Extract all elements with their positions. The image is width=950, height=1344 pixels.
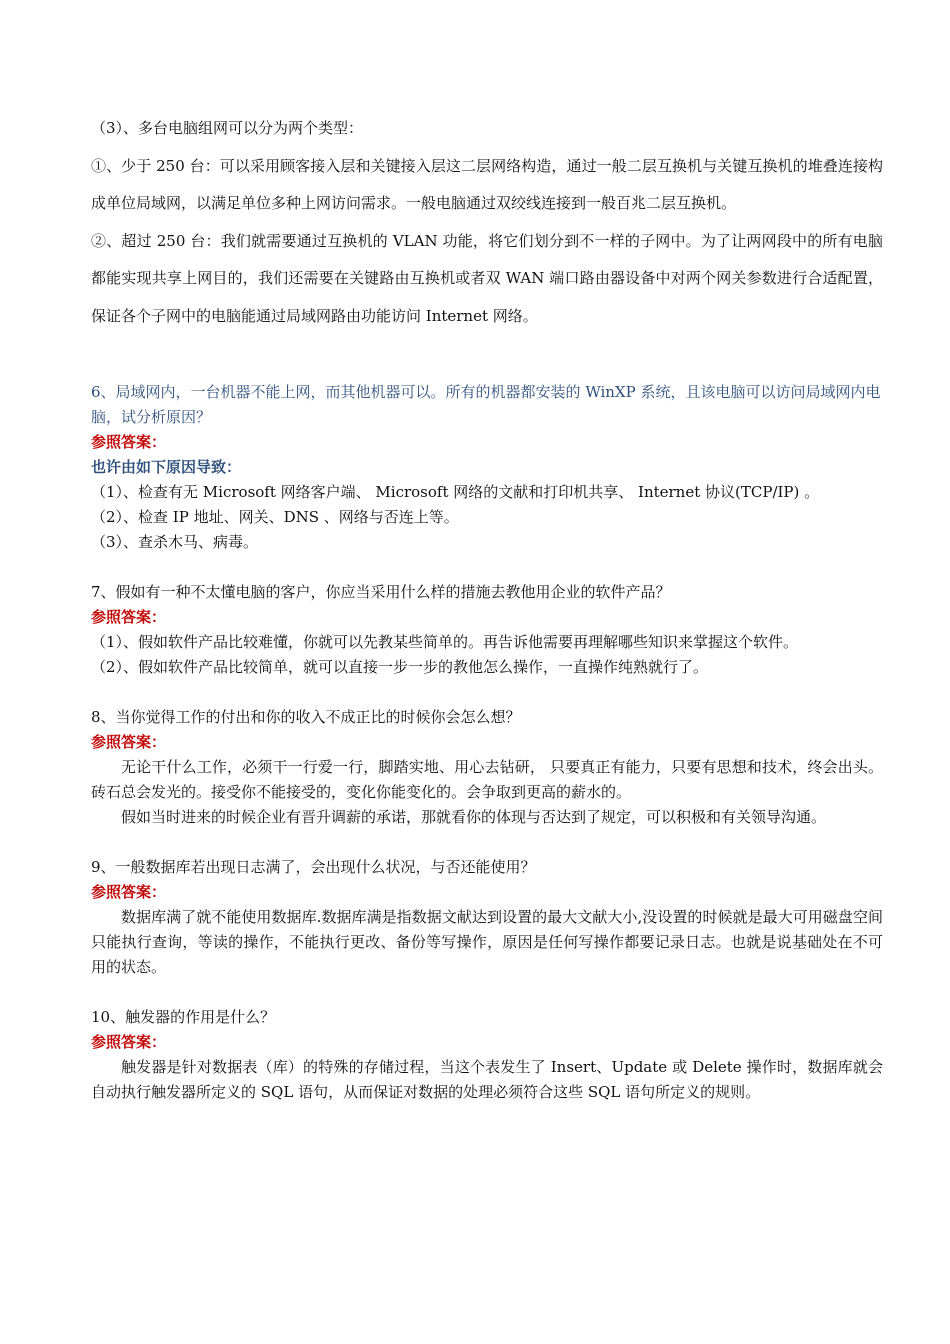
q9-paragraph-1: 数据库满了就不能使用数据库.数据库满是指数据文献达到设置的最大文献大小,没设置的时候就是最大可用磁盘空间只能执行查询，等读的操作，不能执行更改、备份等写操作，原因是任何写操作都要记录日志。也就是说基础处在不可用的状态。	[91, 908, 883, 976]
q6-line-2: （2）、检查 IP 地址、网关、DNS 、网络与否连上等。	[91, 508, 459, 526]
question-6: 6、局域网内，一台机器不能上网，而其他机器可以。所有的机器都安装的 WinXP 系统，且该电脑可以访问局域网内电脑，试分析原因？	[91, 383, 881, 426]
spacer	[91, 830, 883, 855]
q6-sub-heading: 也许由如下原因导致：	[91, 458, 242, 476]
q7-answer-label: 参照答案：	[91, 608, 167, 626]
spacer	[91, 555, 883, 580]
section-heading: （3）、多台电脑组网可以分为两个类型：	[91, 119, 364, 137]
spacer	[91, 680, 883, 705]
question-8: 8、当你觉得工作的付出和你的收入不成正比的时候你会怎么想？	[91, 708, 521, 726]
q6-line-3: （3）、查杀木马、病毒。	[91, 533, 259, 551]
section-item-1: ①、少于 250 台：可以采用顾客接入层和关键接入层这二层网络构造，通过一般二层互换机与关键互换机的堆叠连接构成单位局域网，以满足单位多种上网访问需求。一般电脑通过双绞线连接到一般百兆二层互换机。	[91, 156, 883, 212]
q6-answer-label: 参照答案：	[91, 433, 167, 451]
q6-line-1: （1）、检查有无 Microsoft 网络客户端、 Microsoft 网络的文献和打印机共享、 Internet 协议(TCP/IP) 。	[91, 483, 820, 501]
q8-paragraph-2: 假如当时进来的时候企业有晋升调薪的承诺，那就看你的体现与否达到了规定，可以积极和有关领导沟通。	[121, 808, 827, 826]
q8-paragraph-1: 无论干什么工作，必须干一行爱一行，脚踏实地、用心去钻研， 只要真正有能力，只要有思想和技术，终会出头。砖石总会发光的。接受你不能接受的，变化你能变化的。会争取到更高的薪水的。	[91, 758, 883, 801]
q10-answer-label: 参照答案：	[91, 1033, 167, 1051]
question-10: 10、触发器的作用是什么？	[91, 1008, 276, 1026]
q7-line-2: （2）、假如软件产品比较简单，就可以直接一步一步的教他怎么操作，一直操作纯熟就行了。	[91, 658, 709, 676]
q9-answer-label: 参照答案：	[91, 883, 167, 901]
q7-line-1: （1）、假如软件产品比较难懂，你就可以先教某些简单的。再告诉他需要再理解哪些知识来掌握这个软件。	[91, 633, 799, 651]
question-7: 7、假如有一种不太懂电脑的客户，你应当采用什么样的措施去教他用企业的软件产品？	[91, 583, 671, 601]
q8-answer-label: 参照答案：	[91, 733, 167, 751]
question-9: 9、一般数据库若出现日志满了，会出现什么状况，与否还能使用？	[91, 858, 536, 876]
section-item-2: ②、超过 250 台：我们就需要通过互换机的 VLAN 功能，将它们划分到不一样的子网中。为了让两网段中的所有电脑都能实现共享上网目的，我们还需要在关键路由互换机或者双 WAN 端口路由器设备中对两个网关参数进行合适配置，保证各个子网中的电脑能通过局域网路由功能访问 Internet 网络。	[91, 231, 883, 325]
spacer	[91, 335, 883, 380]
q10-paragraph-1: 触发器是针对数据表（库）的特殊的存储过程，当这个表发生了 Insert、Update 或 Delete 操作时，数据库就会自动执行触发器所定义的 SQL 语句，从而保证对数据的处理必须符合这些 SQL 语句所定义的规则。	[91, 1058, 883, 1101]
document-page	[91, 110, 883, 1105]
spacer	[91, 980, 883, 1005]
